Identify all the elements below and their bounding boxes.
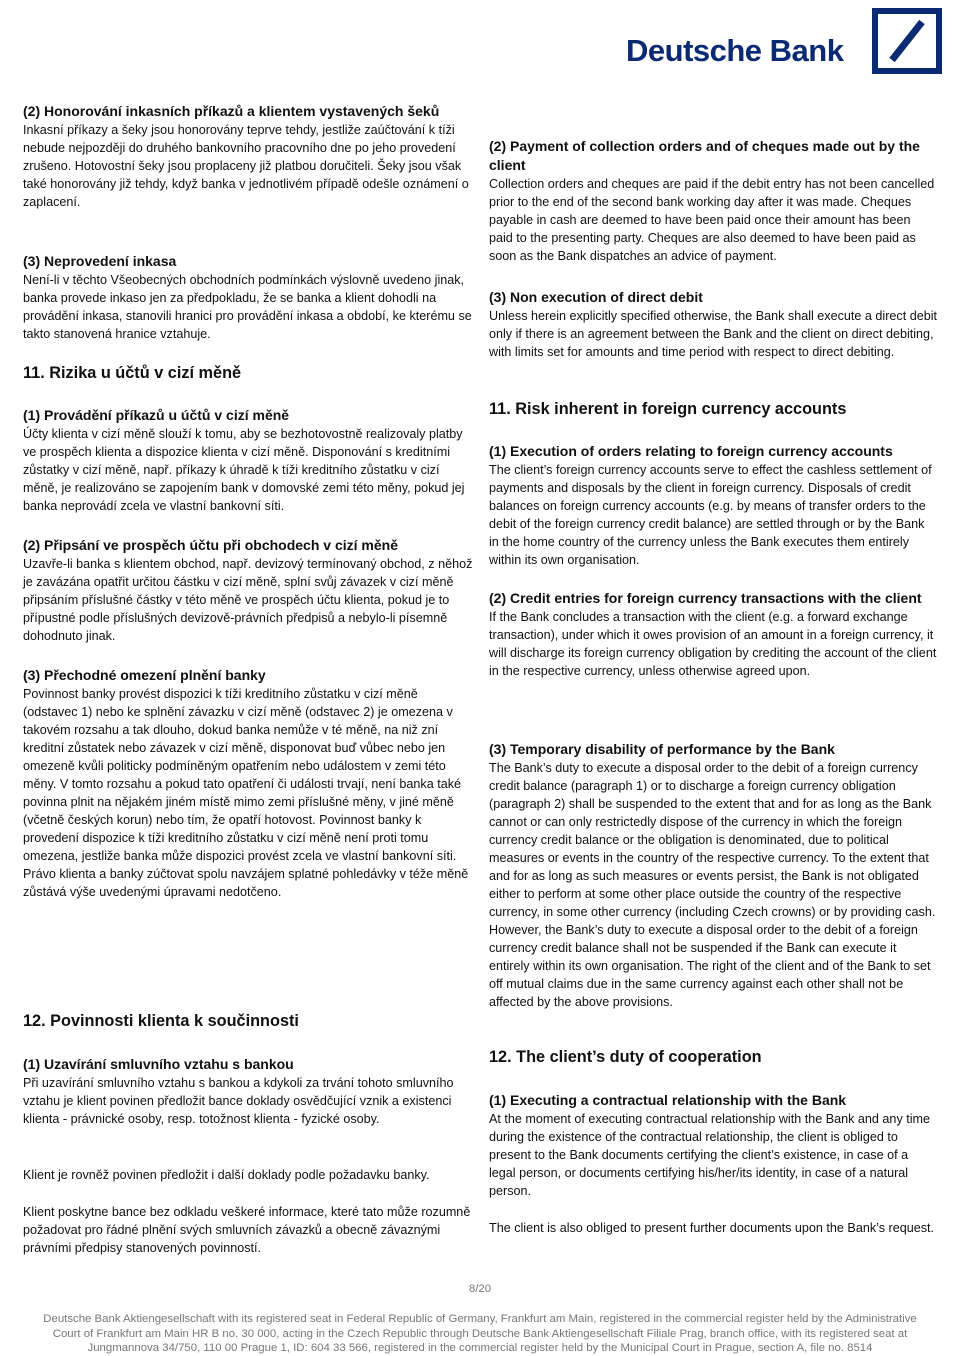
- cz-chapter-12-title: 12. Povinnosti klienta k součinnosti: [23, 1012, 299, 1030]
- cz-12-1-heading: (1) Uzavírání smluvního vztahu s bankou: [23, 1056, 294, 1072]
- en-12-1-body: At the moment of executing contractual relationship with the Bank and any time during the existence of the contractual relationship, the client is obliged to present to the Bank documents certifying the client’s existence, in case of a legal person, or documents certifying his/her/its identity, in case of a natural person.: [489, 1112, 931, 1198]
- legal-footer: [0, 1312, 960, 1356]
- en-11-1-heading: (1) Execution of orders relating to foreign currency accounts: [489, 443, 893, 459]
- page-number: 8/20: [468, 1283, 492, 1295]
- cz-12-1: [23, 1054, 475, 1128]
- en-12-1-heading: (1) Executing a contractual relationship with the Bank: [489, 1092, 847, 1108]
- cz-section-3-heading: (3) Neprovedení inkasa: [23, 253, 177, 269]
- cz-12-paragraph-2: [23, 1166, 475, 1184]
- en-chapter-11-title: 11. Risk inherent in foreign currency accounts: [489, 400, 847, 418]
- en-section-2: [489, 137, 937, 265]
- en-11-3-body: The Bank’s duty to execute a disposal order to the debit of a foreign currency credit balance (paragraph 1) or to discharge a foreign currency obligation (paragraph 2) shall be suspended to the extent that and for as long as the Bank cannot or can only restrictedly dispose of the currency in which the foreign currency credit balance or the obligation is denominated, due to political measures or events in the country of the respective currency. To the extent that and for as long as such measures or events persist, the Bank is not obligated either to perform at some other place outside the country of the respective currency, in some other currency (including Czech crowns) or by providing cash. However, the Bank’s duty to execute a disposal order to the debit of a foreign currency credit balance shall not be suspended if the Bank can execute it entirely within its own organisation. The right of the client and of the Bank to set off mutual claims due in the same currency against each other shall not be affected by the above provisions.: [489, 761, 936, 1009]
- en-section-2-heading: (2) Payment of collection orders and of cheques made out by the client: [489, 138, 920, 173]
- cz-12-1-body: Při uzavírání smluvního vztahu s bankou a kdykoli za trvání tohoto smluvního vztahu je klient povinen předložit bance doklady osvědčující vznik a existenci klienta - právnické osoby, resp. totožnost klienta - fyzické osoby.: [23, 1076, 454, 1126]
- cz-11-2-body: Uzavře-li banka s klientem obchod, např. devizový termínovaný obchod, z něhož je zavázána opatřit určitou částku v cizí měně, splní svůj závazek v cizí měně připsáním příslušné částky v této měně ve prospěch účtu klienta, pokud je to přípustné podle příslušných devizově-právních předpisů a nebylo-li písemně dohodnuto jinak.: [23, 557, 473, 643]
- cz-section-2-body: Inkasní příkazy a šeky jsou honorovány teprve tehdy, jestliže zaúčtování k tíži nebude nejpozději do druhého bankovního pracovního dne po jeho provedení zrušeno. Hotovostní šeky jsou proplaceny již platbou doručiteli. Šeky jsou však také honorovány již tehdy, když banka v jednotlivém případě odešle oznámení o zaplacení.: [23, 123, 469, 209]
- footer-line-2: Court of Frankfurt am Main HR B no. 30 000, acting in the Czech Republic through Deutsche Bank Aktiengesellschaft Filiale Prag, branch office, with its registered seat at: [52, 1327, 908, 1340]
- cz-chapter-11-title: 11. Rizika u účtů v cizí měně: [23, 364, 242, 382]
- en-12-paragraph-2: [489, 1219, 937, 1237]
- en-12-p2-text: The client is also obliged to present further documents upon the Bank’s request.: [489, 1221, 935, 1235]
- deutsche-bank-logo-icon: [872, 8, 942, 74]
- en-section-3: [489, 287, 937, 361]
- cz-11-2: [23, 535, 475, 645]
- en-11-2: [489, 589, 937, 680]
- cz-section-3-body: Není-li v těchto Všeobecných obchodních podmínkách výslovně uvedeno jinak, banka provede inkaso jen za předpokladu, že se banka a klient dohodli na provádění inkasa, stanovili hranici pro provádění inkasa a období, ke kterému se takto stanovená hranice vztahuje.: [23, 273, 472, 341]
- cz-11-1-body: Účty klienta v cizí měně slouží k tomu, aby se bezhotovostně realizovaly platby ve prospěch klienta a dispozice klienta v cizí měně. Disponování s kreditními zůstatky v cizí měně, např. příkazy k úhradě k tíži kreditního zůstatku v cizí měně, je realizováno se zapojením bank v domovské zemi této měny, pokud jej banka neprovádí zcela ve vlastní bankovní síti.: [23, 427, 465, 513]
- cz-11-1: [23, 405, 475, 515]
- cz-section-3: [23, 251, 475, 343]
- footer-line-3: Jungmannova 34/750, 110 00 Prague 1, ID: 604 33 566, registered in the commercial register held by the Municipal Court in Prague, section A, file no. 8514: [87, 1342, 873, 1354]
- cz-section-2-heading: (2) Honorování inkasních příkazů a klientem vystavených šeků: [23, 103, 440, 119]
- en-11-3-heading: (3) Temporary disability of performance by the Bank: [489, 741, 835, 757]
- cz-12-p3-text: Klient poskytne bance bez odkladu veškeré informace, které tato může rozumně požadovat pro řádné plnění svých smluvních závazků a obecně závaznými právními předpisy stanovených povinností.: [23, 1205, 471, 1255]
- en-11-1: [489, 441, 937, 569]
- en-11-3: [489, 739, 937, 1011]
- cz-11-2-heading: (2) Připsání ve prospěch účtu při obchodech v cizí měně: [23, 537, 398, 553]
- cz-11-3-heading: (3) Přechodné omezení plnění banky: [23, 667, 266, 683]
- en-11-2-heading: (2) Credit entries for foreign currency transactions with the client: [489, 590, 922, 606]
- cz-12-p2-text: Klient je rovněž povinen předložit i další doklady podle požadavku banky.: [23, 1168, 430, 1182]
- bank-name: Deutsche Bank: [626, 33, 844, 68]
- footer-line-1: Deutsche Bank Aktiengesellschaft with its registered seat in Federal Republic of Germany, Frankfurt am Main, registered in the commercial register held by the Administrative: [43, 1313, 917, 1325]
- cz-11-1-heading: (1) Provádění příkazů u účtů v cizí měně: [23, 407, 290, 423]
- en-section-3-body: Unless herein explicitly specified otherwise, the Bank shall execute a direct debit only if there is an agreement between the Bank and the client on direct debiting, with limits set for amounts and time period with respect to direct debiting.: [489, 309, 938, 359]
- cz-11-3-body: Povinnost banky provést dispozici k tíži kreditního zůstatku v cizí měně (odstavec 1) nebo ke splnění závazku v cizí měně (odstavec 2) je omezena v takovém rozsahu a tak dlouho, dokud banka nemůže v té měně, na niž zní kreditní zůstatek nebo závazek v cizí měně, disponovat buď vůbec nebo jen omezeně kvůli politicky podmíněným opatřením nebo událostem v zemi této měny. V tomto rozsahu a pokud tato opatření či události trvají, není banka také povinna plnit na nějakém jiném místě mimo zemi příslušné měny, v jiné měně (včetně českých korun) nebo tím, že opatří hotovost. Povinnost banky k provedení dispozice k tíži kreditního zůstatku v cizí měně není proti tomu omezena, jestliže banka může dispozici provést zcela ve vlastní bankovní síti. Právo klienta a banky zúčtovat spolu navzájem splatné pohledávky v téže měně zůstává výše uvedenými úpravami nedotčeno.: [23, 687, 469, 899]
- en-11-2-body: If the Bank concludes a transaction with the client (e.g. a forward exchange transaction), under which it owes provision of an amount in a foreign currency, it will discharge its foreign currency obligation by crediting the account of the client in the respective currency, unless otherwise agreed upon.: [489, 610, 937, 678]
- en-section-3-heading: (3) Non execution of direct debit: [489, 289, 703, 305]
- en-12-1: [489, 1090, 937, 1200]
- en-chapter-12-title: 12. The client’s duty of cooperation: [489, 1048, 762, 1066]
- en-section-2-body: Collection orders and cheques are paid if the debit entry has not been cancelled prior to the end of the second bank working day after it was made. Cheques payable in cash are deemed to have been paid once their amount has been paid to the presenting party. Cheques are also deemed to have been paid as soon as the Bank dispatches an advice of payment.: [489, 177, 935, 263]
- cz-section-2: [23, 102, 475, 211]
- en-11-1-body: The client’s foreign currency accounts serve to effect the cashless settlement of payments and disposals by the client in foreign currency. Disposals of credit balances on foreign currency accounts (e.g. by means of transfer orders to the debit of the foreign currency credit balance) are settled through or by the Bank in the home country of the currency unless the Bank executes them entirely within its own organisation.: [489, 463, 932, 567]
- page-header: [0, 0, 960, 80]
- cz-11-3: [23, 665, 475, 901]
- cz-12-paragraph-3: [23, 1203, 475, 1257]
